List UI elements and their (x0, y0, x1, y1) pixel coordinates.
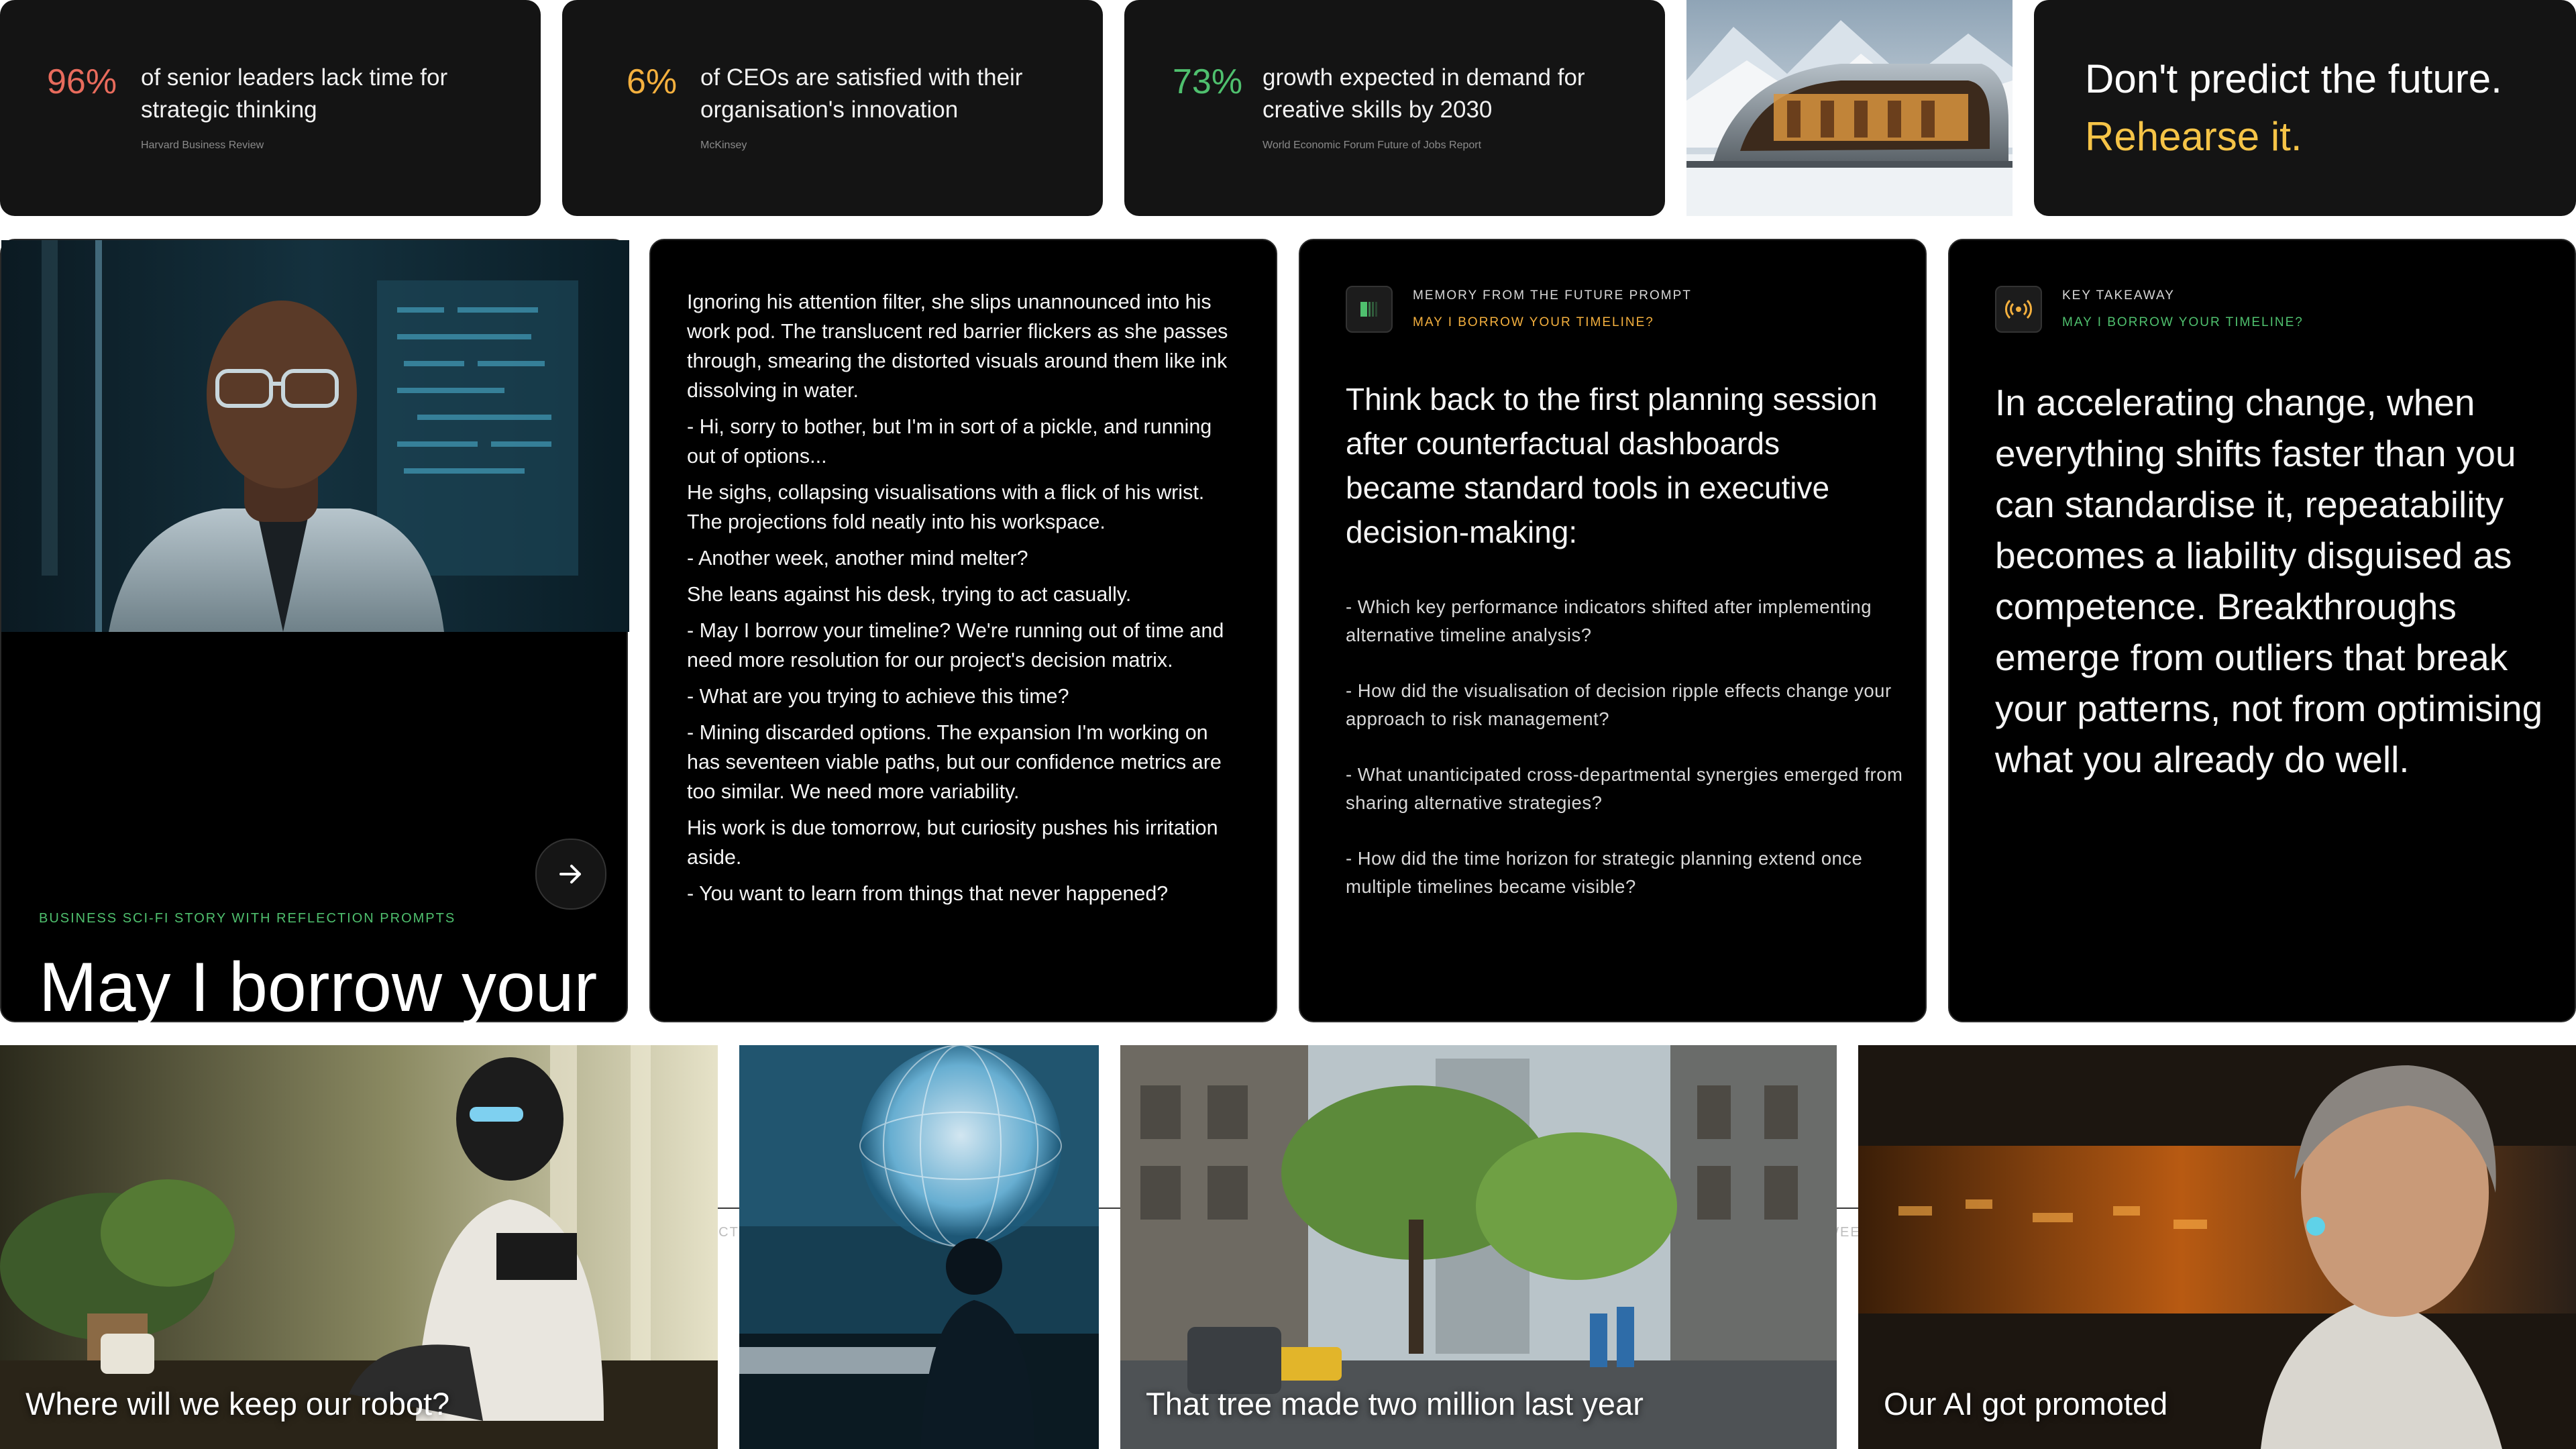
story-text-card (649, 239, 1277, 1240)
takeaway-card (1948, 239, 2576, 1022)
quote-line-2: Rehearse it. (2085, 114, 2302, 159)
next-arrow-button[interactable] (535, 839, 606, 910)
takeaway-kicker: KEY TAKEAWAY (2062, 288, 2175, 303)
photo-caption: That tree made two million last year (1146, 1386, 1644, 1421)
quote-card (2034, 0, 2576, 216)
prompt-question: - How did the visualisation of decision ripple effects change your approach to risk management? (1346, 680, 1892, 729)
arrow-right-icon (555, 859, 586, 890)
prompt-questions (1346, 593, 1909, 928)
stat-card-senior-leaders (0, 0, 541, 216)
prompt-card (1299, 239, 1927, 1022)
story-paragraph: - Mining discarded options. The expansion I'm working on has seventeen viable paths, but our confidence metrics are too similar. We need more variability. (687, 721, 1222, 803)
photo-caption: Where will we keep our robot? (25, 1386, 450, 1421)
stat-percentage: 96% (47, 62, 117, 101)
stat-description: growth expected in demand for creative skills by 2030 (1263, 64, 1585, 123)
stat-percentage: 6% (627, 62, 678, 101)
broadcast-icon (1995, 286, 2042, 333)
prompt-lead: Think back to the first planning session after counterfactual dashboards became standard tools in executive decision-making: (1346, 382, 1878, 549)
stat-card-creative-skills (1124, 0, 1665, 216)
prompt-question: - Which key performance indicators shifted after implementing alternative timeline analysis? (1346, 596, 1872, 645)
stat-card-ceos (562, 0, 1103, 216)
takeaway-text: In accelerating change, when everything shifts faster than you can standardise it, repeatability becomes a liability disguised as competence. Breakthroughs emerge from outliers that break your patterns, not from optimising what you already do well. (1995, 382, 2543, 780)
stat-description: of CEOs are satisfied with their organisation's innovation (700, 64, 1023, 123)
robot-photo-card (0, 1045, 718, 1449)
prompt-question: - What unanticipated cross-departmental synergies emerged from sharing alternative strategies? (1346, 764, 1903, 813)
stat-description: of senior leaders lack time for strategic thinking (141, 64, 448, 123)
bar-chart-icon (1346, 286, 1393, 333)
prompt-question: - How did the time horizon for strategic planning extend once multiple timelines became visible? (1346, 848, 1863, 897)
cover-photo (1, 240, 629, 632)
prompt-kicker: MEMORY FROM THE FUTURE PROMPT (1413, 288, 1692, 303)
story-paragraph: - What are you trying to achieve this time? (687, 685, 1069, 708)
story-paragraph: Ignoring his attention filter, she slips unannounced into his work pod. The translucent red barrier flickers as she passes through, smearing the distorted visuals around them like ink dissolving in water. (687, 290, 1228, 402)
story-paragraph: His work is due tomorrow, but curiosity pushes his irritation aside. (687, 816, 1218, 869)
photo-caption: Our AI got promoted (1884, 1386, 2168, 1421)
city-street-photo-card (1120, 1045, 1837, 1449)
story-paragraph: - You want to learn from things that never happened? (687, 882, 1169, 905)
story-paragraph: - Another week, another mind melter? (687, 547, 1028, 570)
stat-source: World Economic Forum Future of Jobs Report (1263, 140, 1482, 151)
takeaway-subtitle: MAY I BORROW YOUR TIMELINE? (2062, 315, 2304, 329)
story-body (687, 287, 1237, 915)
stat-percentage: 73% (1173, 62, 1243, 101)
story-title: May I borrow your (39, 949, 598, 1026)
quote-line-1: Don't predict the future. (2085, 56, 2502, 101)
story-paragraph: She leans against his desk, trying to act casually. (687, 583, 1132, 606)
hologram-globe-photo-card (739, 1045, 1099, 1449)
story-cover-card (0, 239, 628, 1026)
prompt-subtitle: MAY I BORROW YOUR TIMELINE? (1413, 315, 1654, 329)
story-paragraph: - May I borrow your timeline? We're running out of time and need more resolution for our project's decision matrix. (687, 619, 1224, 672)
ai-promoted-photo-card (1858, 1045, 2576, 1449)
train-photo (1686, 0, 2012, 216)
stat-source: Harvard Business Review (141, 140, 264, 151)
story-paragraph: - Hi, sorry to bother, but I'm in sort of a pickle, and running out of options... (687, 415, 1212, 468)
stat-source: McKinsey (700, 140, 747, 151)
story-tag: BUSINESS SCI-FI STORY WITH REFLECTION PROMPTS (39, 911, 456, 926)
footer-brand: PRACTICAL (687, 1225, 774, 1240)
story-paragraph: He sighs, collapsing visualisations with a flick of his wrist. The projections fold neatly into his workspace. (687, 481, 1205, 533)
